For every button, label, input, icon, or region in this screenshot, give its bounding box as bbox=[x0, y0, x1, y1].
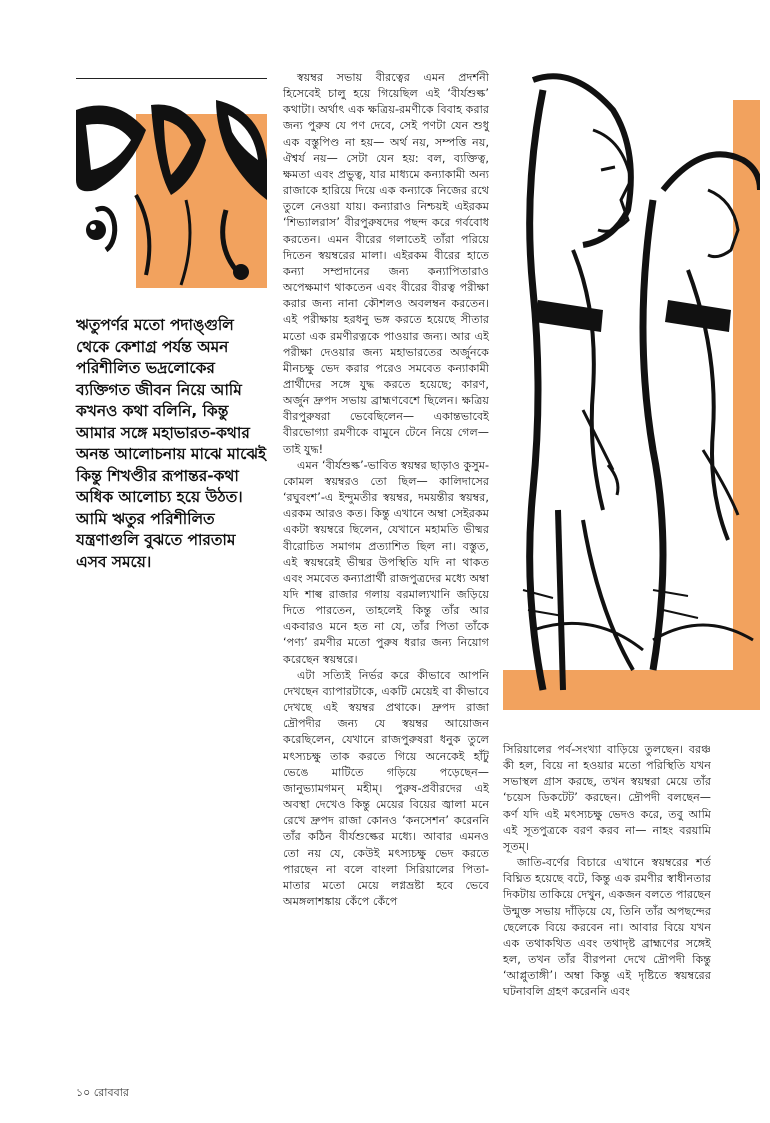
article-column-2 bbox=[283, 70, 489, 910]
article-column-3 bbox=[503, 742, 711, 1001]
top-rule bbox=[76, 78, 267, 79]
paragraph: এটা সত্যিই নির্ভর করে কীভাবে আপনি দেখছেন ব্যাপারটাকে, একটি মেয়েই বা কীভাবে দেখছে এই স্বয়ম্বর প্রথাকে। দ্রুপদ রাজা দ্রৌপদীর জন্য যে স্বয়ম্বর আয়োজন করেছিলেন, যেখানে রাজপুরুষরা ধনুক তুলে মৎস্যচক্ষু তাক করতে গিয়ে অনেকেই হাঁটু ভেঙে মাটিতে গড়িয়ে পড়েছেন— জানুভ্যামগমন্ মহীম্। পুরুষ-প্রবীরদের এই অবস্থা দেখেও কিন্তু মেয়ের বিয়ের জ্বালা মনে রেখে দ্রুপদ রাজা কোনও ‘কনসেশন’ করেননি তাঁর কঠিন বীর্যশুল্কের মধ্যে। আবার এমনও তো নয় যে, কেউই মৎস্যচক্ষু ভেদ করতে পারছেন না বলে বাংলা সিরিয়ালের পিতা-মাতার মতো মেয়ে লগ্নভ্রষ্টা হবে ভেবে অমঙ্গলাশঙ্কায় কেঁপে কেঁপে bbox=[283, 668, 489, 908]
pull-quote: ঋতুপর্ণর মতো পদাঙ্গুলি থেকে কেশাগ্র পর্যন্ত অমন পরিশীলিত ভদ্রলোকের ব্যক্তিগত জীবন নিয়ে আমি কখনও কথা বলিনি, কিন্তু আমার সঙ্গে মহাভারত-কথার অনন্ত আলোচনায় মাঝে মাঝেই কিন্তু শিখণ্ডীর রূপান্তর-কথা অধিক আলোচ্য হয়ে উঠত। আমি ঋতুর পরিশীলিত যন্ত্রণাগুলি বুঝতে পারতাম এসব সময়ে। bbox=[76, 316, 266, 571]
paragraph: জাতি-বর্ণের বিচারে এখানে স্বয়ম্বরের শর্ত বিঘ্নিত হয়েছে বটে, কিন্তু এক রমণীর স্বাধীনতার দিকটায় তাকিয়ে দেখুন, একজন বলতে পারছেন উন্মুক্ত সভায় দাঁড়িয়ে যে, তিনি তাঁর অপছন্দের ছেলেকে বিয়ে করবেন না। আবার বিয়ে যখন এক তথাকথিত এবং তথাদৃষ্ট ব্রাহ্মণের সঙ্গেই হল, তখন তাঁর বীরপনা দেখে দ্রৌপদী কিন্তু ‘আপ্লুতাঙ্গী’। অম্বা কিন্তু এই দৃষ্টিতে স্বয়ম্বরের ঘটনাবলি গ্রহণ করেননি এবং bbox=[503, 856, 711, 999]
page-footer: ১০ রোববার bbox=[76, 1086, 129, 1099]
two-women-illustration bbox=[503, 70, 760, 710]
paragraph: সিরিয়ালের পর্ব-সংখ্যা বাড়িয়ে তুলছেন। বরঞ্চ কী হল, বিয়ে না হওয়ার মতো পরিস্থিতি যখন সভাস্থল গ্রাস করছে, তখন স্বয়ম্বরা মেয়ে তাঁর ‘চয়েস ডিকটেট’ করছেন। দ্রৌপদী বলছেন— কর্ণ যদি এই মৎস্যচক্ষু ভেদও করে, তবু আমি এই সূতপুত্রকে বরণ করব না— নাহং বরয়ামি সূতম্। bbox=[503, 743, 711, 853]
paragraph: এমন ‘বীর্যশুল্ক’-ভাবিত স্বয়ম্বর ছাড়াও কুসুম-কোমল স্বয়ম্বরও তো ছিল— কালিদাসের ‘রঘুবংশ’-এ ইন্দুমতীর স্বয়ম্বর, দময়ন্তীর স্বয়ম্বর, এরকম আরও কত। কিন্তু এখানে অম্বা সেইরকম একটা স্বয়ম্বরে ছিলেন, যেখানে মহামতি ভীষ্মর বীরোচিত সমাগম প্রত্যাশিত ছিল না। বস্তুত, এই স্বয়ম্বরেই ভীষ্মর উপস্থিতি যদি না থাকত এবং সমবেত কন্যাপ্রার্থী রাজপুত্রদের মধ্যে অম্বা যদি শাল্ব রাজার গলায় বরমাল্যখানি জড়িয়ে দিতে পারতেন, তাহলেই কিন্তু তাঁর আর একবারও মনে হত না যে, তাঁর পিতা তাঁকে ‘পণ্য’ রমণীর মতো পুরুষ ধরার জন্য নিয়োগ করেছেন স্বয়ম্বরে। bbox=[283, 458, 489, 666]
paragraph: স্বয়ম্বর সভায় বীরত্বের এমন প্রদর্শনী হিসেবেই চালু হয়ে গিয়েছিল এই ‘বীর্যশুল্ক’ কথাটা। অর্থাৎ এক ক্ষত্রিয়-রমণীকে বিবাহ করার জন্য পুরুষ যে পণ দেবে, সেই পণটা যেন শুধু এক বস্তুপিণ্ড না হয়— অর্থ নয়, সম্পত্তি নয়, ঐশ্বর্য নয়— সেটা যেন হয়: বল, ব্যক্তিত্ব, ক্ষমতা এবং প্রভুত্ব, যার মাধ্যমে কন্যাকামী অন্য রাজাকে হারিয়ে দিয়ে এক কন্যাকে নিজের রথে তুলে নেওয়া যায়। কন্যারাও নিশ্চয়ই এইরকম ‘শিভ্যালরাস’ বীরপুরুষদের পছন্দ করে গর্ববোধ করতেন। এমন বীরের গলাতেই তাঁরা পরিয়ে দিতেন স্বয়ম্বরের মালা। এইরকম বীরের হাতে কন্যা সম্প্রদানের জন্য কন্যাপিতারাও অপেক্ষমাণ থাকতেন এবং বীরের বীরত্ব পরীক্ষা করার জন্য নানা কৌশলও অবলম্বন করতেন। এই পরীক্ষায় হরধনু ভঙ্গ করতে হয়েছে সীতার মতো এক রমণীরত্নকে পাওয়ার জন্য। আর এই পরীক্ষা দেওয়ার জন্য মহাভারতের অর্জুনকে মীনচক্ষু ভেদ করার পরেও সমবেত কন্যাকামী প্রার্থীদের সঙ্গে যুদ্ধ করতে হয়েছে; কারণ, অর্জুন দ্রুপদ সভায় ব্রাহ্মণবেশে ছিলেন। ক্ষত্রিয় বীরপুরুষরা ভেবেছিলেন— একান্তভাবেই বীরভোগ্যা রমণীকে বামুনে টেনে নিয়ে গেল— তাই যুদ্ধ! bbox=[283, 71, 489, 456]
illustration-left bbox=[76, 100, 267, 288]
illustration-right bbox=[503, 70, 760, 710]
folk-pattern-illustration bbox=[76, 100, 267, 288]
